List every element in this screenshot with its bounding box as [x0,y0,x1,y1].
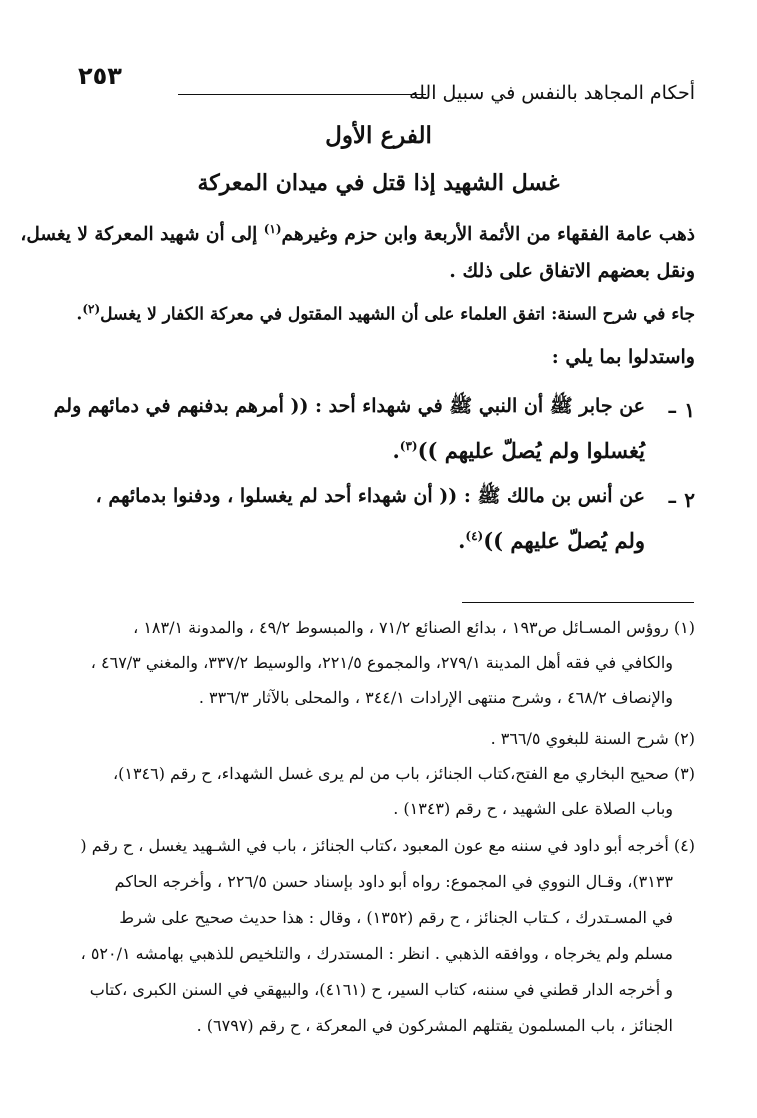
footnote-line: والإنصاف ٤٦٨/٢ ، وشرح منتهى الإرادات ٣٤٤/١ ، والمحلى بالآثار ٣٣٦/٣ . [198,688,673,707]
footnote-line: والكافي في فقه أهل المدينة ٢٧٩/١، والمجموع ٢٢١/٥، والوسيط ٣٣٧/٢، والمغني ٤٦٧/٣ ، [90,653,673,672]
footnote-ref[interactable]: (٣) [399,439,418,453]
footnote-line: (٢) شرح السنة للبغوي ٣٦٦/٥ . [490,729,695,748]
evidence-line [392,438,645,463]
footnote-line: ٣١٣٣)، وقـال النووي في المجموع: رواه أبو داود بإسناد حسن ٢٢٦/٥ ، وأخرجه الحاكم [114,872,673,891]
evidence-line [458,528,645,553]
footnote-ref[interactable]: (٢) [82,302,101,316]
footnote-line: وباب الصلاة على الشهيد ، ح رقم (١٣٤٣) . [393,799,673,818]
footnote-rule [462,602,694,603]
footnote-line: (١) روؤس المسـائل ص١٩٣ ، بدائع الصنائع ٧١/٢ ، والمبسوط ٤٩/٢ ، والمدونة ١٨٣/١ ، [133,618,695,637]
text: . [392,438,400,463]
text: . [458,528,466,553]
paragraph-line [76,302,695,325]
text: يُغسلوا ولم يُصلّ عليهم )) [417,438,645,463]
header-rule [178,94,426,95]
text: جاء في شرح السنة: اتفق العلماء على أن الشهيد المقتول في معركة الكفار لا يغسل [100,304,695,325]
evidence-line: عن جابر ﷺ أن النبي ﷺ في شهداء أحد : (( أمرهم بدفنهم في دمائهم ولم [53,395,645,417]
footnote-line: في المسـتدرك ، كـتاب الجنائز ، ح رقم (١٣٥٢) ، وقال : هذا حديث صحيح على شرط [119,908,673,927]
list-number: ١ – [667,398,695,422]
text: ذهب عامة الفقهاء من الأئمة الأربعة وابن حزم وغيرهم [281,224,695,246]
list-number: ٢ – [667,488,695,512]
running-title: أحكام المجاهد بالنفس في سبيل الله [408,82,695,104]
text: ولم يُصلّ عليهم )) [483,528,645,553]
footnote-line: (٣) صحيح البخاري مع الفتح،كتاب الجنائز، باب من لم يرى غسل الشهداء، ح رقم (١٣٤٦)، [112,764,695,783]
evidence-line: عن أنس بن مالك ﷺ : (( أن شهداء أحد لم يغسلوا ، ودفنوا بدمائهم ، [95,485,645,507]
page-title: غسل الشهيد إذا قتل في ميدان المعركة [197,170,560,196]
text: إلى أن شهيد المعركة لا يغسل، [20,224,264,246]
footnote-ref[interactable]: (٤) [465,529,484,543]
paragraph-line: ونقل بعضهم الاتفاق على ذلك . [449,260,695,282]
paragraph-line [20,222,695,246]
footnote-line: و أخرجه الدار قطني في سننه، كتاب السير، ح (٤١٦١)، والبيهقي في السنن الكبرى ،كتاب [89,980,673,999]
footnote-ref[interactable]: (١) [263,222,282,236]
paragraph-line: واستدلوا بما يلي : [551,346,695,368]
text: . [76,304,83,325]
footnote-line: (٤) أخرجه أبو داود في سننه مع عون المعبود ،كتاب الجنائز ، باب في الشـهيد يغسل ، ح رقم ( [80,836,695,855]
footnote-line: الجنائز ، باب المسلمون يقتلهم المشركون في المعركة ، ح رقم (٦٧٩٧) . [196,1016,673,1035]
page-number: ٢٥٣ [78,62,122,90]
footnote-line: مسلم ولم يخرجاه ، ووافقه الذهبي . انظر : المستدرك ، والتلخيص للذهبي بهامشه ٥٢٠/١ ، [80,944,673,963]
section-heading: الفرع الأول [325,122,432,149]
